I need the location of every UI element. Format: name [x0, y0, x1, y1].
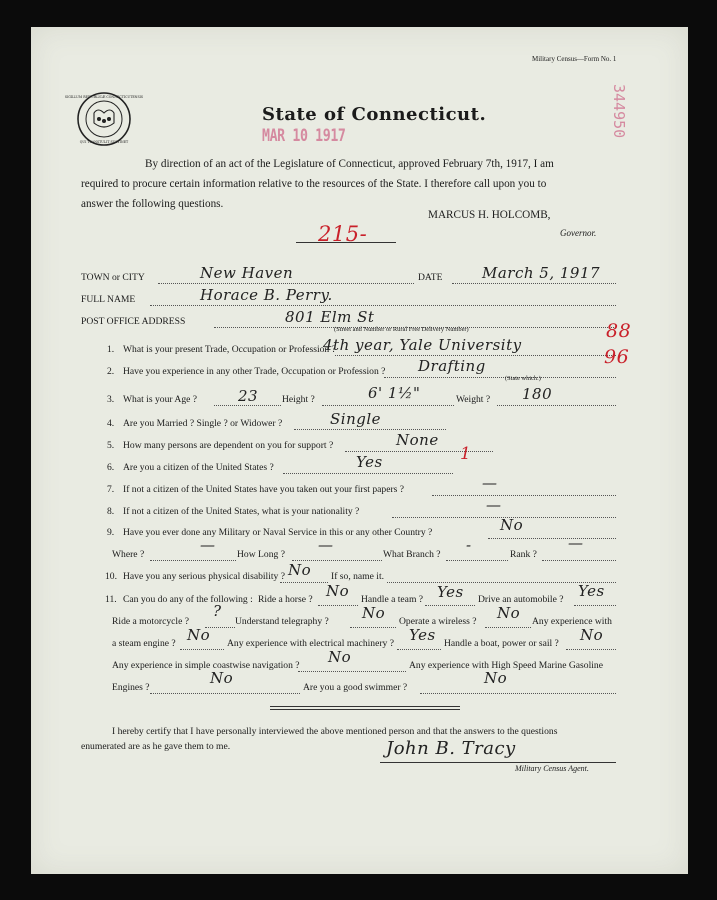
- seal-legend: SIGILLUM REIPUBLICÆ CONNECTICUTENSIS: [64, 94, 144, 99]
- governor-name: MARCUS H. HOLCOMB,: [428, 209, 551, 221]
- q4-answer: Single: [330, 410, 382, 428]
- marine-label: Any experience with High Speed Marine Gasoline: [409, 660, 603, 671]
- q5-answer: None: [396, 431, 439, 449]
- q10-number: 10.: [105, 571, 117, 582]
- seal-motto: QUI TRANSTULIT SUSTINET: [79, 140, 129, 144]
- ride-horse-value: No: [326, 582, 350, 600]
- branch-label: What Branch ?: [383, 549, 441, 560]
- address-label: POST OFFICE ADDRESS: [81, 316, 186, 327]
- where-value: —: [200, 536, 216, 554]
- address-value: 801 Elm St: [285, 308, 375, 326]
- q10-if-so: If so, name it.: [331, 571, 385, 582]
- q8-answer: —: [486, 496, 502, 514]
- q1-mark: 88: [606, 320, 632, 342]
- q4-text: Are you Married ? Single ? or Widower ?: [123, 418, 283, 429]
- q1-answer: 4th year, Yale University: [323, 336, 522, 354]
- address-note: (Street and Number or Rural Free Delivery Number): [334, 326, 469, 333]
- q3-number: 3.: [107, 394, 115, 405]
- q11-number: 11.: [105, 594, 117, 605]
- date-label: DATE: [418, 272, 443, 283]
- intro-line-1: By direction of an act of the Legislature of Connecticut, approved February 7th, 1917, I am: [145, 158, 554, 170]
- received-stamp: MAR 10 1917: [262, 126, 346, 146]
- drive-auto-label: Drive an automobile ?: [478, 594, 564, 605]
- q5-text: How many persons are dependent on you for support ?: [123, 440, 334, 451]
- q9-text: Have you ever done any Military or Naval Service in this or any other Country ?: [123, 527, 433, 538]
- wireless-value: No: [497, 604, 521, 622]
- coastwise-value: No: [328, 648, 352, 666]
- q11-text: Can you do any of the following :: [123, 594, 253, 605]
- steam-engine-label: a steam engine ?: [112, 638, 176, 649]
- q1-text: What is your present Trade, Occupation or Profession ?: [123, 344, 336, 355]
- page-title: State of Connecticut.: [262, 104, 487, 125]
- q4-number: 4.: [107, 418, 115, 429]
- how-long-value: —: [318, 536, 334, 554]
- electrical-label: Any experience with electrical machinery ?: [227, 638, 395, 649]
- full-name-label: FULL NAME: [81, 294, 136, 305]
- handle-team-value: Yes: [437, 583, 464, 601]
- q3-text: What is your Age ?: [123, 394, 198, 405]
- intro-line-3: answer the following questions.: [81, 198, 224, 210]
- q10-text: Have you any serious physical disability ?: [123, 571, 285, 582]
- ride-horse-label: Ride a horse ?: [258, 594, 313, 605]
- certification-line-1: I hereby certify that I have personally interviewed the above mentioned person and that the answers to the questions: [112, 726, 558, 737]
- weight-value: 180: [522, 385, 553, 403]
- q9-answer: No: [500, 516, 524, 534]
- state-seal: [64, 91, 144, 147]
- boat-label: Handle a boat, power or sail ?: [444, 638, 559, 649]
- q2-text: Have you experience in any other Trade, Occupation or Profession ?: [123, 366, 386, 377]
- q6-answer: Yes: [356, 453, 383, 471]
- height-value: 6' 1½": [368, 384, 421, 402]
- coastwise-label: Any experience in simple coastwise navigation ?: [112, 660, 300, 671]
- steam-engine-value: No: [187, 626, 211, 644]
- q2-mark: 96: [604, 346, 630, 368]
- governor-title: Governor.: [560, 228, 597, 238]
- marine-value: No: [210, 669, 234, 687]
- motorcycle-label: Ride a motorcycle ?: [112, 616, 189, 627]
- swimmer-value: No: [484, 669, 508, 687]
- town-label: TOWN or CITY: [81, 272, 145, 283]
- intro-line-2: required to procure certain information relative to the resources of the State. I therefore call upon you to: [81, 178, 547, 190]
- wireless-label: Operate a wireless ?: [399, 616, 477, 627]
- q5-number: 5.: [107, 440, 115, 451]
- q9-number: 9.: [107, 527, 115, 538]
- q7-text: If not a citizen of the United States have you taken out your first papers ?: [123, 484, 405, 495]
- telegraphy-label: Understand telegraphy ?: [235, 616, 329, 627]
- q6-text: Are you a citizen of the United States ?: [123, 462, 274, 473]
- telegraphy-value: No: [362, 604, 386, 622]
- engines-label: Engines ?: [112, 682, 150, 693]
- branch-value: -: [466, 536, 472, 554]
- q8-text: If not a citizen of the United States, what is your nationality ?: [123, 506, 360, 517]
- form-number: Military Census—Form No. 1: [532, 55, 617, 63]
- town-value: New Haven: [200, 264, 294, 282]
- q2-note: (State which.): [505, 375, 541, 382]
- q7-answer: —: [482, 474, 498, 492]
- experience-with-label: Any experience with: [532, 616, 612, 627]
- agent-title: Military Census Agent.: [515, 764, 589, 773]
- date-value: March 5, 1917: [482, 264, 601, 282]
- certification-line-2: enumerated are as he gave them to me.: [81, 741, 231, 752]
- weight-label: Weight ?: [456, 394, 491, 405]
- q6-number: 6.: [107, 462, 115, 473]
- full-name-value: Horace B. Perry.: [200, 286, 333, 304]
- rank-label: Rank ?: [510, 549, 537, 560]
- boat-value: No: [580, 626, 604, 644]
- swimmer-label: Are you a good swimmer ?: [303, 682, 408, 693]
- record-number: 215-: [318, 222, 368, 246]
- handle-team-label: Handle a team ?: [361, 594, 424, 605]
- q7-number: 7.: [107, 484, 115, 495]
- q10-answer: No: [288, 561, 312, 579]
- q6-mark: 1: [460, 444, 472, 464]
- height-label: Height ?: [282, 394, 315, 405]
- drive-auto-value: Yes: [578, 582, 605, 600]
- q8-number: 8.: [107, 506, 115, 517]
- q1-number: 1.: [107, 344, 115, 355]
- q2-answer: Drafting: [418, 357, 486, 375]
- where-label: Where ?: [112, 549, 145, 560]
- how-long-label: How Long ?: [237, 549, 285, 560]
- serial-number: 344950: [610, 84, 628, 139]
- motorcycle-value: ?: [213, 602, 222, 620]
- agent-signature: John B. Tracy: [386, 738, 516, 759]
- rank-value: —: [568, 534, 584, 552]
- q2-number: 2.: [107, 366, 115, 377]
- q3-age: 23: [238, 387, 259, 405]
- electrical-value: Yes: [409, 626, 436, 644]
